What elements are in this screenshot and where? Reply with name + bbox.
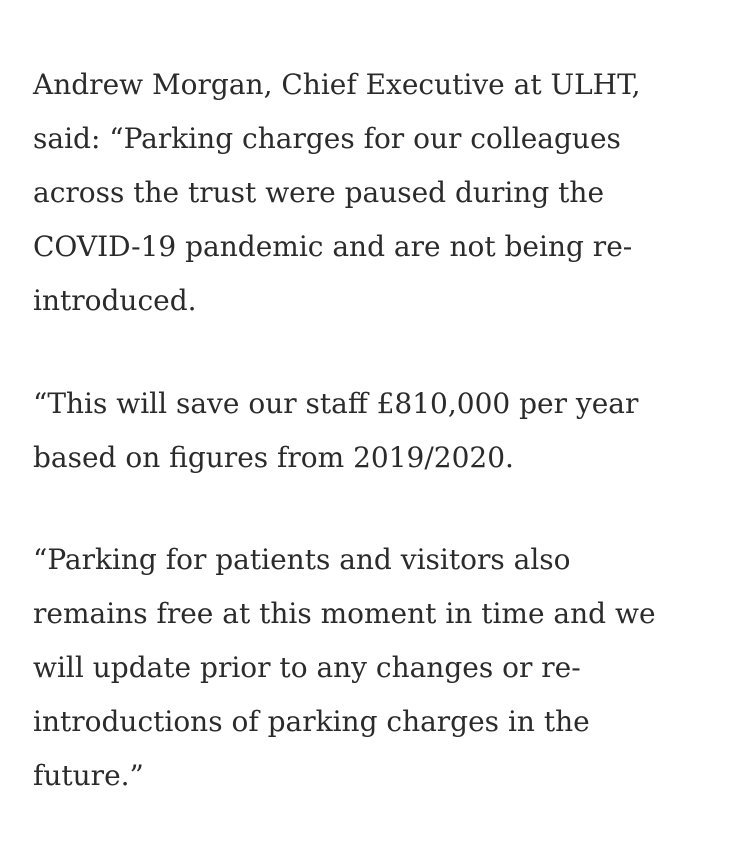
paragraph-line: introduced. — [33, 284, 197, 317]
paragraph-line: based on figures from 2019/2020. — [33, 441, 514, 474]
quote-paragraph-patients — [33, 533, 723, 803]
paragraph-line: COVID-19 pandemic and are not being re- — [33, 230, 633, 263]
paragraph-line: “This will save our staff £810,000 per year — [33, 387, 639, 420]
paragraph-line: remains free at this moment in time and we — [33, 597, 656, 630]
quote-paragraph-savings — [33, 377, 723, 485]
quote-paragraph-intro — [33, 58, 723, 328]
paragraph-line: Andrew Morgan, Chief Executive at ULHT, — [33, 68, 641, 101]
paragraph-line: across the trust were paused during the — [33, 176, 605, 209]
paragraph-line: introductions of parking charges in the — [33, 705, 590, 738]
paragraph-line: “Parking for patients and visitors also — [33, 543, 571, 576]
paragraph-line: will update prior to any changes or re- — [33, 651, 581, 684]
paragraph-line: future.” — [33, 759, 144, 792]
clipped-previous-line — [33, 0, 723, 10]
paragraph-line: said: “Parking charges for our colleagues — [33, 122, 621, 155]
